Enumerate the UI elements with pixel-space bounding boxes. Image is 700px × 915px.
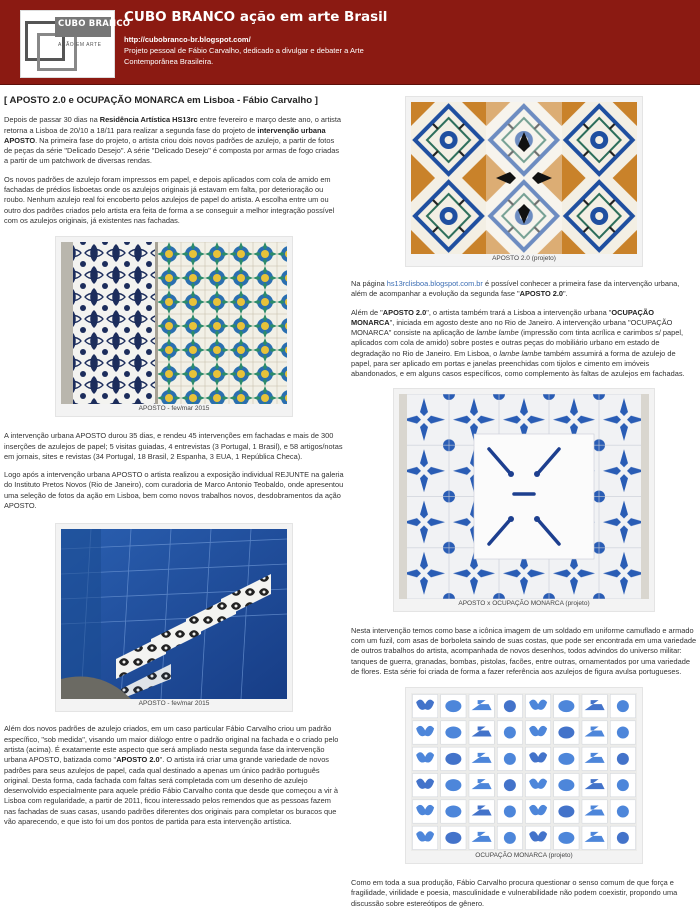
paragraph-soldier: Nesta intervenção temos como base a icônica imagem de um soldado em uniforme camuflado e armado com um fuzil, com asas de borboleta saindo de suas costas, que pode ser encontrada em uma variedade de outros trabalhos do artista, acompanhada de novos desenhos, todos advindos do universo militar: tanques de guerra, granadas, bombas, pistolas, facões, entre outras, ornamentados por uma variedade de flores. Esta série foi criada de forma a fazer referência aos azulejos de figura avulsa portugueses. bbox=[351, 625, 697, 676]
blog-title[interactable]: CUBO BRANCO ação em arte Brasil bbox=[124, 9, 388, 25]
photo-aposto-building[interactable] bbox=[61, 529, 287, 699]
blog-link[interactable]: hs13rclisboa.blogspot.com.br bbox=[386, 279, 483, 288]
blog-description: Projeto pessoal de Fábio Carvalho, dedicado a divulgar e debater a Arte Contemporânea Brasileira. bbox=[124, 46, 364, 66]
logo-subtext: AÇÃO EM ARTE bbox=[58, 42, 102, 48]
blog-logo[interactable] bbox=[20, 10, 131, 78]
figure-aposto-building bbox=[55, 523, 293, 712]
blog-url[interactable]: http://cubobranco-br.blogspot.com/ bbox=[124, 35, 251, 44]
figure-caption: APOSTO 2.0 (projeto) bbox=[492, 255, 556, 262]
photo-monarca-tiles[interactable] bbox=[399, 394, 649, 599]
post-left-column bbox=[4, 96, 344, 835]
paragraph-monarca: Além de "APOSTO 2.0", o artista também trará a Lisboa a intervenção urbana "OCUPAÇÃO MONARCA", iniciada em agosto deste ano no Rio de Janeiro. A intervenção urbana "OCUPAÇÃO MONARCA" consiste na aplicação de lambe lambe (impressão com tinta acrílica e carimbos s/ papel, aplicados com cola de amido) sobre postes e outras peças do mobiliário urbano em estado de degradação no Rio de Janeiro. Em Lisboa, o lambe lambe também assumirá a forma de azulejo de papel, para ser aplicado em portas e janelas preenchidas com tijolos e cimento em imóveis abandonados, e em alguns casos específicos, como complemento às faltas de azulejos em fachadas. bbox=[351, 307, 685, 379]
photo-monarca-grid[interactable] bbox=[411, 693, 637, 851]
photo-aposto-2-tiles[interactable] bbox=[411, 102, 637, 254]
photo-aposto-tiles[interactable] bbox=[61, 242, 287, 404]
paragraph-intro: Depois de passar 30 dias na Residência Artística HS13rc entre fevereiro e março deste ano, o artista retorna a Lisboa de 20/10 a 18/11 para realizar a segunda fase do projeto de intervenção urbana APOSTO. Na primeira fase do projeto, o artista criou dois novos padrões de azulejo, a partir de fotos de peças da série "Delicado Desejo". A série "Delicado Desejo" é composta por armas de fogo criadas a partir de um patchwork de diversas rendas. bbox=[4, 115, 342, 166]
paragraph-blog-link: Na página hs13rclisboa.blogspot.com.br é possível conhecer a primeira fase da intervenção urbana, além de acompanhar a evolução da segunda fase "APOSTO 2.0". bbox=[351, 279, 680, 299]
figure-ocupacao-monarca bbox=[405, 687, 643, 864]
figure-aposto-facade bbox=[55, 236, 293, 417]
figure-caption: APOSTO x OCUPAÇÃO MONARCA (projeto) bbox=[458, 599, 590, 607]
figure-caption: OCUPAÇÃO MONARCA (projeto) bbox=[475, 852, 573, 860]
blog-header bbox=[0, 0, 700, 85]
figure-caption: APOSTO - fev/mar 2015 bbox=[138, 405, 210, 413]
paragraph-aposto-2: Além dos novos padrões de azulejo criados, em um caso particular Fábio Carvalho criou um padrão específico, "sob medida", visando um maior diálogo entre o padrão original na fachada e o criado pelo artista (acima). É exatamente este aspecto que será ampliado nesta segunda fase da intervenção urbana APOSTO, batizada como "APOSTO 2.0". O artista irá criar uma grande variedade de novos padrões para seus azulejos de papel, cada qual destinado a apenas um único padrão português original. Desta forma, cada fachada com faltas será completada com um desenho de azulejo desenvolvido especialmente para aquele prédio Fábio Carvalho conta que desde que começou a vir à Lisboa com regularidade, a partir de 2011, ficou interessado pelos remendos que as pessoas fazem nas fachadas de suas casas, usando padrões diferentes dos originais para completar os buracos que vão aparecendo, e que isto foi um dos pontos de partida para esta intervenção artística. bbox=[4, 724, 339, 827]
figure-aposto-x-monarca bbox=[393, 388, 655, 612]
paragraph-tiles: Os novos padrões de azulejo foram impressos em papel, e depois aplicados com cola de amido em fachadas de prédios lisboetas onde os azulejos originais já estavam em falta, por deterioração ou roubo. Nenhum azulejo real foi encoberto pelos azulejos de papel do artista. A escolha entre um ou outro dos padrões criados pelo artista era feita de forma a se conseguir a melhor integração possível com os azulejos originais, já existentes nas fachadas. bbox=[4, 174, 335, 225]
logo-mark bbox=[25, 15, 131, 73]
post-title[interactable]: [ APOSTO 2.0 e OCUPAÇÃO MONARCA em Lisboa - Fábio Carvalho ] bbox=[4, 95, 318, 106]
paragraph-results: A intervenção urbana APOSTO durou 35 dias, e rendeu 45 intervenções em fachadas e mais de 300 inserções de azulejos de papel; 5 visitas guiadas, 4 entrevistas (3 Portugal, 1 Brasil), e 58 artigos/notas em jornais, sites e revistas (34 Portugal, 18 Brasil, 2 Espanha, 3 EUA, 1 República Checa). bbox=[4, 431, 343, 461]
logo-text: CUBO BRANCO bbox=[58, 19, 131, 29]
figure-caption: APOSTO - fev/mar 2015 bbox=[138, 700, 210, 708]
figure-aposto-2-project bbox=[405, 96, 643, 267]
post-right-column bbox=[351, 96, 697, 915]
paragraph-rejunte: Logo após a intervenção urbana APOSTO o artista realizou a exposição individual REJUNTE na galeria do Instituto Pretos Novos (Rio de Janeiro), com curadoria de Marco Antonio Teobaldo, onde apresentou uma seleção de fotos da ação em Lisboa, bem como novos trabalhos novos, desdobramentos da ação APOSTO. bbox=[4, 470, 344, 511]
paragraph-conclusion: Como em toda a sua produção, Fábio Carvalho procura questionar o senso comum de que força e fragilidade, virilidade e poesia, masculinidade e vulnerabilidade não podem coexistir, propondo uma discussão sobre estereótipos de gênero. bbox=[351, 878, 678, 908]
